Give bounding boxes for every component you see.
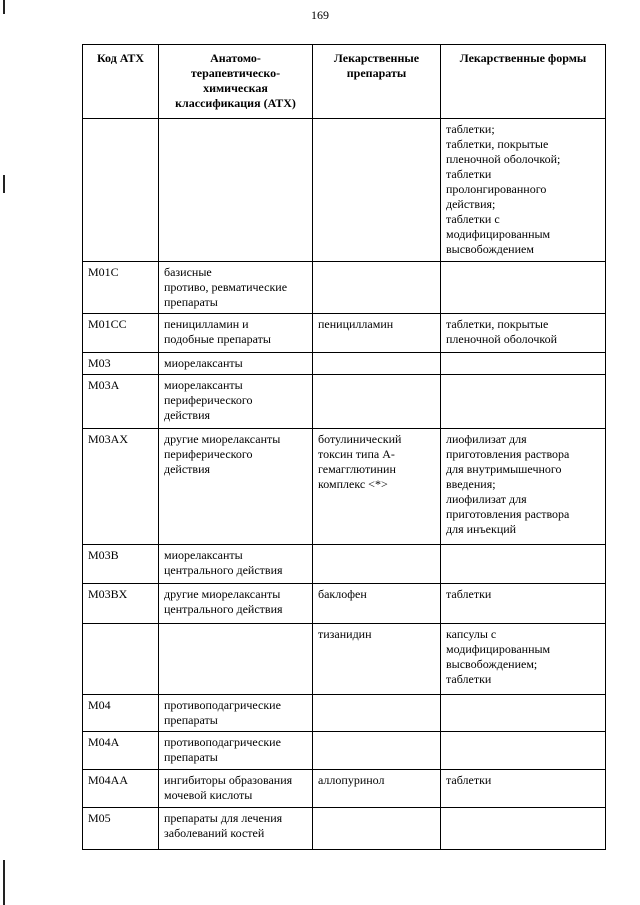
cell-forms	[441, 732, 606, 770]
cell-classification	[159, 624, 313, 695]
cell-forms: лиофилизат для приготовления раствора для внутримышечного введения; лиофилизат для приготовления раствора для инъекций	[441, 429, 606, 545]
cell-forms	[441, 545, 606, 584]
atx-table	[82, 44, 606, 850]
cell-drugs	[313, 545, 441, 584]
cell-drugs	[313, 353, 441, 375]
cell-code: M01CC	[83, 314, 159, 353]
table-row	[83, 624, 606, 695]
scan-edge-mark	[3, 0, 5, 14]
cell-code: M04A	[83, 732, 159, 770]
header-classification: Анатомо- терапевтическо- химическая классификация (АТХ)	[159, 45, 313, 119]
cell-code: M04AA	[83, 770, 159, 808]
table-header-row	[83, 45, 606, 119]
cell-code: M01C	[83, 262, 159, 314]
cell-classification: пеницилламин и подобные препараты	[159, 314, 313, 353]
cell-forms	[441, 695, 606, 732]
cell-drugs: тизанидин	[313, 624, 441, 695]
cell-classification	[159, 119, 313, 262]
cell-classification: противоподагрические препараты	[159, 695, 313, 732]
cell-classification: другие миорелаксанты периферического действия	[159, 429, 313, 545]
cell-classification: противоподагрические препараты	[159, 732, 313, 770]
cell-forms	[441, 808, 606, 850]
cell-drugs: пеницилламин	[313, 314, 441, 353]
cell-code: M03B	[83, 545, 159, 584]
cell-drugs	[313, 808, 441, 850]
table-row	[83, 429, 606, 545]
table-row	[83, 808, 606, 850]
cell-drugs	[313, 375, 441, 429]
table-row	[83, 262, 606, 314]
table-row	[83, 545, 606, 584]
cell-drugs	[313, 119, 441, 262]
cell-drugs	[313, 695, 441, 732]
scan-edge-mark	[3, 860, 5, 905]
page-number: 169	[311, 8, 329, 22]
scan-edge-mark	[3, 175, 5, 193]
cell-classification: ингибиторы образования мочевой кислоты	[159, 770, 313, 808]
table-row	[83, 375, 606, 429]
cell-forms: таблетки; таблетки, покрытые пленочной оболочкой; таблетки пролонгированного действия; таблетки с модифицированным высвобождением	[441, 119, 606, 262]
cell-drugs	[313, 262, 441, 314]
cell-drugs: ботулинический токсин типа А- гемагглютинин комплекс <*>	[313, 429, 441, 545]
cell-drugs: аллопуринол	[313, 770, 441, 808]
cell-forms	[441, 375, 606, 429]
cell-classification: миорелаксанты периферического действия	[159, 375, 313, 429]
cell-forms: капсулы с модифицированным высвобождением; таблетки	[441, 624, 606, 695]
table-row	[83, 119, 606, 262]
cell-drugs: баклофен	[313, 584, 441, 624]
table-row	[83, 770, 606, 808]
cell-forms	[441, 262, 606, 314]
cell-code: M03A	[83, 375, 159, 429]
cell-code: M04	[83, 695, 159, 732]
cell-code	[83, 624, 159, 695]
cell-forms: таблетки	[441, 770, 606, 808]
table-row	[83, 353, 606, 375]
header-code: Код АТХ	[83, 45, 159, 119]
cell-classification: другие миорелаксанты центрального действия	[159, 584, 313, 624]
cell-forms: таблетки, покрытые пленочной оболочкой	[441, 314, 606, 353]
cell-classification: миорелаксанты	[159, 353, 313, 375]
cell-code: M03	[83, 353, 159, 375]
cell-classification: препараты для лечения заболеваний костей	[159, 808, 313, 850]
cell-classification: базисные противо, ревматические препараты	[159, 262, 313, 314]
cell-code	[83, 119, 159, 262]
table-row	[83, 314, 606, 353]
table-row	[83, 695, 606, 732]
header-drugs: Лекарственные препараты	[313, 45, 441, 119]
cell-code: M05	[83, 808, 159, 850]
cell-forms: таблетки	[441, 584, 606, 624]
cell-code: M03AX	[83, 429, 159, 545]
cell-classification: миорелаксанты центрального действия	[159, 545, 313, 584]
cell-forms	[441, 353, 606, 375]
table-row	[83, 732, 606, 770]
cell-code: M03BX	[83, 584, 159, 624]
header-forms: Лекарственные формы	[441, 45, 606, 119]
table-row	[83, 584, 606, 624]
cell-drugs	[313, 732, 441, 770]
